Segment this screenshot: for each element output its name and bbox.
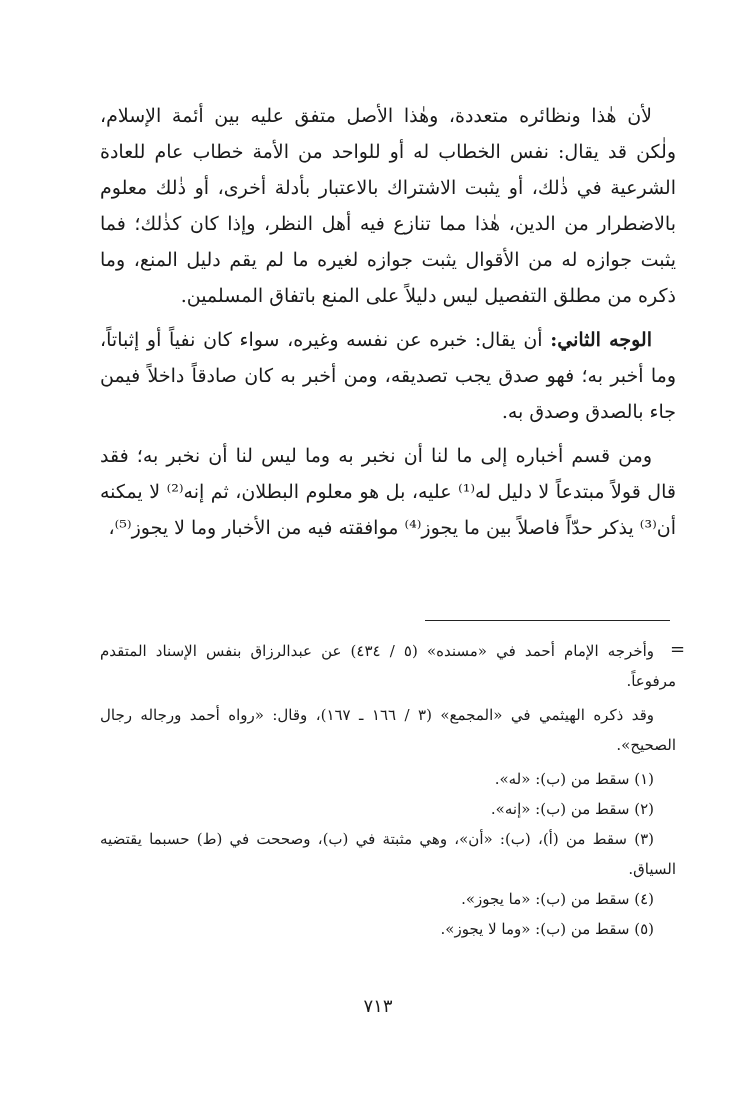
main-text <box>100 98 676 554</box>
footnote-5: (٥) سقط من (ب): «وما لا يجوز». <box>440 920 654 938</box>
paragraph-3: ومن قسم أخباره إلى ما لنا أن نخبر به وما ليس لنا أن نخبر به؛ فقد قال قولاً مبتدعاً لا دليل له⁽¹⁾ عليه، بل هو معلوم البطلان، ثم إنه⁽²⁾ لا يمكنه أن⁽³⁾ يذكر حدّاً فاصلاً بين ما يجوز⁽⁴⁾ موافقته فيه من الأخبار وما لا يجوز⁽⁵⁾، <box>100 445 676 539</box>
footnote-3: (٣) سقط من (أ)، (ب): «أن»، وهي مثبتة في (ب)، وصححت في (ط) حسبما يقتضيه السياق. <box>100 830 676 878</box>
footnote-continuation-mark: = <box>670 639 686 660</box>
footnotes <box>100 636 676 944</box>
paragraph-2 <box>100 322 676 430</box>
footnote-1: (١) سقط من (ب): «له». <box>494 770 654 788</box>
footnote-separator <box>425 620 670 621</box>
footnote-2: (٢) سقط من (ب): «إنه». <box>490 800 654 818</box>
page-number: ٧١٣ <box>363 996 393 1017</box>
footnote-continued-2: وقد ذكره الهيثمي في «المجمع» (٣ / ١٦٦ ـ ١٦٧)، وقال: «رواه أحمد ورجاله رجال الصحيح». <box>100 706 676 754</box>
footnote-continued-1: وأخرجه الإمام أحمد في «مسنده» (٥ / ٤٣٤) عن عبدالرزاق بنفس الإسناد المتقدم مرفوعاً. <box>100 642 676 690</box>
section-heading-second-aspect: الوجه الثاني: <box>550 329 652 351</box>
footnote-4: (٤) سقط من (ب): «ما يجوز». <box>461 890 654 908</box>
paragraph-1: لأن هٰذا ونظائره متعددة، وهٰذا الأصل متفق عليه بين أئمة الإسلام، ولٰكن قد يقال: نفس الخطاب له أو للواحد من الأمة خطاب عام للعادة الشرعية في ذٰلك، أو يثبت الاشتراك بالاعتبار بأدلة أخرى، أو ذٰلك معلوم بالاضطرار من الدين، هٰذا مما تنازع فيه أهل النظر، وإذا كان كذٰلك؛ فما يثبت جوازه له من الأقوال يثبت جوازه لغيره ما لم يقم دليل المنع، وما ذكره من مطلق التفصيل ليس دليلاً على المنع باتفاق المسلمين. <box>100 105 676 307</box>
paragraph-2-body: أن يقال: خبره عن نفسه وغيره، سواء كان نفياً أو إثباتاً، وما أخبر به؛ فهو صدق يجب تصديقه، ومن أخبر به كان صادقاً داخلاً فيمن جاء بالصدق وصدق به. <box>100 329 676 423</box>
